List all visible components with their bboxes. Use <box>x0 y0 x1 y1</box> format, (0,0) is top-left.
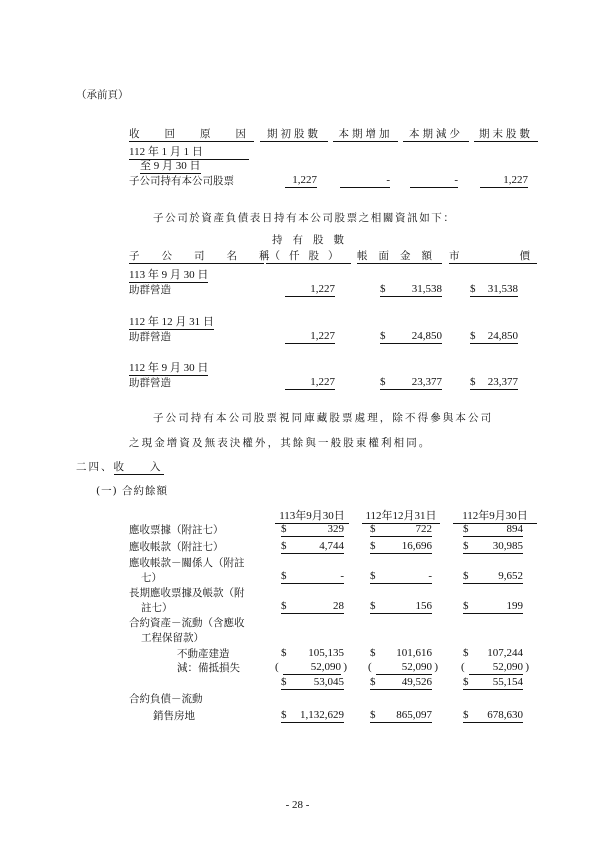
group-market: 24,850 <box>487 330 518 342</box>
group-book-cell <box>380 376 442 390</box>
subsection-heading: (一) 合約餘額 <box>96 485 169 497</box>
currency: $ <box>370 570 376 582</box>
value: 30,985 <box>492 540 523 552</box>
row-label: 應收票據（附註七） <box>129 524 224 536</box>
opening-value: 1,227 <box>285 174 317 188</box>
header-name: 子公司名稱 <box>129 250 292 262</box>
currency: $ <box>463 676 469 688</box>
currency: $ <box>370 647 376 659</box>
group-market-currency: $ <box>470 330 476 342</box>
group-market: 31,538 <box>487 283 518 295</box>
header-decrease: 本期減少 <box>403 128 469 142</box>
col-header: 112年9月30日 <box>453 507 537 524</box>
value-cell <box>463 540 523 554</box>
currency: $ <box>463 570 469 582</box>
col-header: 113年9月30日 <box>275 507 349 524</box>
group-name: 助群營造 <box>129 331 171 343</box>
currency: $ <box>370 676 376 688</box>
period-line-1: 112 年 1 月 1 日 <box>129 143 249 160</box>
group-market-cell <box>470 330 518 344</box>
group-market: 23,377 <box>487 376 518 388</box>
value: 53,045 <box>313 676 344 688</box>
group-book: 23,377 <box>411 376 442 388</box>
value-cell <box>281 540 344 554</box>
value: 28 <box>333 600 344 612</box>
currency: $ <box>463 647 469 659</box>
period-line-2: 至 9 月 30 日 <box>140 157 201 174</box>
paren-open: ( <box>275 661 279 673</box>
value-cell <box>370 709 432 723</box>
row-label: 應收帳款（附註七） <box>129 541 224 553</box>
value-cell <box>281 600 344 614</box>
row-label: 不動產建造 <box>177 648 230 660</box>
row-label-line-1: 合約資產－流動（含應收 <box>129 617 245 629</box>
header-closing: 期末股數 <box>474 128 538 142</box>
paragraph-line-1: 子公司持有本公司股票視同庫藏股票處理，除不得參與本公司 <box>153 412 494 424</box>
group-market-currency: $ <box>470 283 476 295</box>
value: 156 <box>415 600 432 612</box>
value: 329 <box>327 523 344 535</box>
value-cell <box>461 661 529 673</box>
value: 9,652 <box>498 570 523 582</box>
currency: $ <box>463 523 469 535</box>
value-cell <box>281 647 344 659</box>
row-label: 銷售房地 <box>153 710 195 722</box>
group-date: 112 年 9 月 30 日 <box>129 359 208 376</box>
row-label: 合約負債－流動 <box>129 693 203 705</box>
value-cell <box>275 661 347 673</box>
group-book-currency: $ <box>380 330 386 342</box>
increase-value: - <box>340 174 390 188</box>
header-market <box>449 250 590 264</box>
value: 1,132,629 <box>300 709 344 721</box>
value-cell <box>463 709 523 723</box>
group-name: 助群營造 <box>129 284 171 296</box>
header-shares-line-2: （仟股） <box>266 250 351 264</box>
row-label-line-1: 應收帳款－關係人（附註 <box>129 557 245 569</box>
paragraph-line-2: 之現金增資及無表決權外，其餘與一般股東權利相同。 <box>129 437 432 449</box>
value: 199 <box>506 600 523 612</box>
header-reason-text: 收回原因 <box>129 128 271 140</box>
group-market-currency: $ <box>470 376 476 388</box>
value-cell <box>463 570 523 584</box>
continued-label: （承前頁） <box>76 89 129 101</box>
header-reason <box>129 128 271 142</box>
currency: $ <box>281 540 287 552</box>
value: 4,744 <box>319 540 344 552</box>
value-cell <box>368 661 438 673</box>
currency: $ <box>370 600 376 612</box>
value-cell <box>463 676 523 690</box>
group-book: 31,538 <box>411 283 442 295</box>
value: - <box>340 570 344 582</box>
value-cell <box>281 709 344 723</box>
group-book-cell <box>380 283 442 297</box>
value: 49,526 <box>401 676 432 688</box>
value-cell <box>370 676 432 690</box>
currency: $ <box>281 523 287 535</box>
value: 678,630 <box>487 709 523 721</box>
value-cell <box>281 676 344 690</box>
value: 52,090 <box>283 661 341 675</box>
currency: $ <box>463 600 469 612</box>
col-header: 112年12月31日 <box>362 507 440 524</box>
currency: $ <box>463 709 469 721</box>
closing-value: 1,227 <box>480 174 528 188</box>
value-cell <box>463 523 523 537</box>
value: 107,244 <box>487 647 523 659</box>
row-label-line-2: 註七） <box>141 602 173 614</box>
value-cell <box>370 570 432 584</box>
value: 101,616 <box>396 647 432 659</box>
currency: $ <box>370 540 376 552</box>
header-market-text: 市價 <box>449 250 590 262</box>
section-title: 收入 <box>113 461 187 473</box>
value: - <box>428 570 432 582</box>
value: 52,090 <box>469 661 523 675</box>
intro-text: 子公司於資產負債表日持有本公司股票之相關資訊如下： <box>153 212 456 224</box>
value-cell <box>463 600 523 614</box>
group-shares: 1,227 <box>285 376 335 390</box>
currency: $ <box>463 540 469 552</box>
currency: $ <box>370 709 376 721</box>
currency: $ <box>281 709 287 721</box>
currency: $ <box>370 523 376 535</box>
value-cell <box>370 647 432 659</box>
group-market-cell <box>470 376 518 390</box>
group-date: 113 年 9 月 30 日 <box>129 266 208 283</box>
row-label: 減：備抵損失 <box>177 662 240 674</box>
paren-close: ) <box>343 661 347 673</box>
header-increase: 本期增加 <box>333 128 398 142</box>
value-cell <box>463 647 523 659</box>
paren-close: ) <box>525 661 529 673</box>
value-cell <box>370 600 432 614</box>
value: 105,135 <box>308 647 344 659</box>
value: 865,097 <box>396 709 432 721</box>
group-market-cell <box>470 283 518 297</box>
header-shares-line-1: 持有股數 <box>272 234 354 246</box>
row-label-line-1: 長期應收票據及帳款（附 <box>129 587 245 599</box>
row-label: 子公司持有本公司股票 <box>129 175 234 187</box>
group-book-currency: $ <box>380 283 386 295</box>
group-shares: 1,227 <box>285 283 335 297</box>
value-cell <box>370 523 432 537</box>
decrease-value: - <box>410 174 458 188</box>
value-cell <box>370 540 432 554</box>
page-number: - 28 - <box>285 799 310 811</box>
value: 894 <box>506 523 523 535</box>
paren-open: ( <box>368 661 372 673</box>
currency: $ <box>281 570 287 582</box>
section-heading <box>76 461 187 475</box>
value: 16,696 <box>401 540 432 552</box>
group-shares: 1,227 <box>285 330 335 344</box>
value: 52,090 <box>376 661 432 675</box>
currency: $ <box>281 600 287 612</box>
value-cell <box>281 523 344 537</box>
group-date: 112 年 12 月 31 日 <box>129 313 214 330</box>
value-cell <box>281 570 344 584</box>
header-book: 帳面金額 <box>357 250 443 262</box>
group-book: 24,850 <box>411 330 442 342</box>
row-label-line-2: 七） <box>141 572 162 584</box>
value: 722 <box>415 523 432 535</box>
row-label-line-2: 工程保留款） <box>141 632 204 644</box>
currency: $ <box>281 676 287 688</box>
group-book-cell <box>380 330 442 344</box>
paren-open: ( <box>461 661 465 673</box>
value: 55,154 <box>492 676 523 688</box>
group-book-currency: $ <box>380 376 386 388</box>
currency: $ <box>281 647 287 659</box>
paren-close: ) <box>434 661 438 673</box>
header-opening: 期初股數 <box>260 128 328 142</box>
section-number: 二四、 <box>76 461 114 473</box>
group-name: 助群營造 <box>129 377 171 389</box>
